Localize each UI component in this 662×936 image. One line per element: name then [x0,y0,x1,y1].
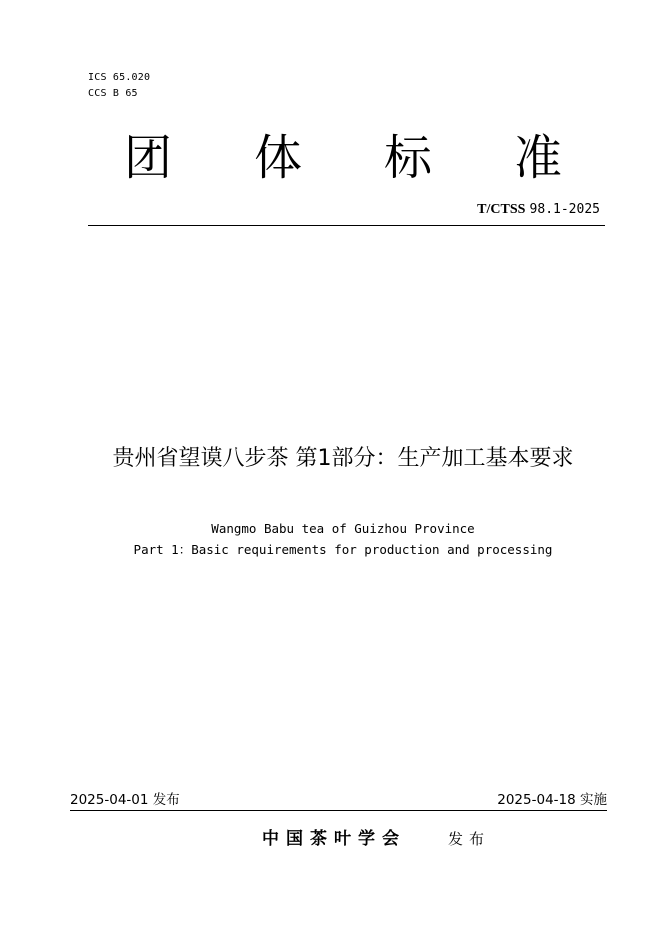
publish-date: 2025-04-01 发布 [70,792,180,808]
standard-type-title [118,128,568,188]
ccs-code: CCS B 65 [88,88,138,99]
footer-divider [70,810,607,811]
standard-number [477,202,600,218]
header-divider [88,225,605,226]
standard-code: T/CTSS [477,202,526,217]
standard-type-char: 体 [253,130,302,186]
standard-type-char: 准 [513,130,562,186]
publisher-name: 中国茶叶学会 [262,829,406,849]
document-title-english [80,518,606,560]
standard-type-char: 标 [383,130,432,186]
standard-type-char: 团 [123,130,172,186]
publisher-line [262,824,490,849]
english-title-line-2: Part 1：Basic requirements for production and processing [133,542,553,557]
ics-code: ICS 65.020 [88,72,151,83]
standard-number-value: 98.1-2025 [529,202,600,217]
classification-codes [88,70,150,102]
english-title-line-1: Wangmo Babu tea of Guizhou Province [211,521,475,536]
publisher-action: 发布 [448,830,491,848]
effective-date: 2025-04-18 实施 [497,792,607,808]
document-title-chinese: 贵州省望谟八步茶 第1部分：生产加工基本要求 [112,446,574,471]
